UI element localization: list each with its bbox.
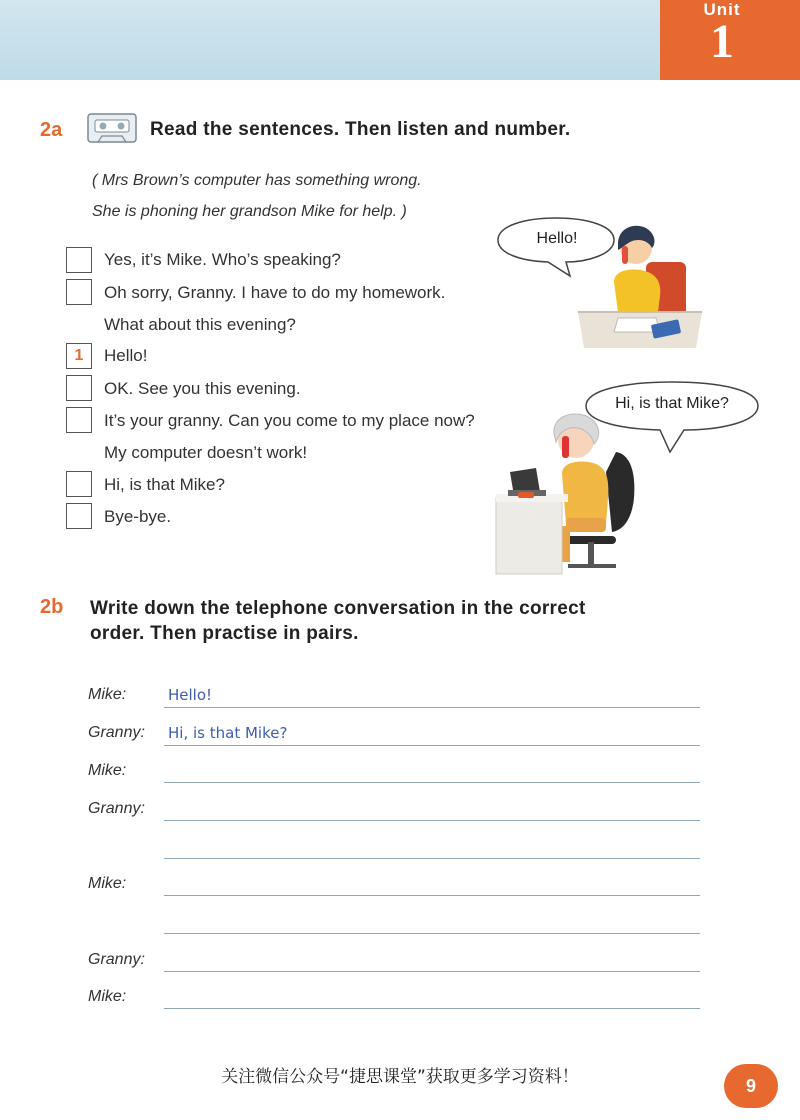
bubble-mike-text: Hello! bbox=[536, 230, 578, 247]
speaker-label: Granny: bbox=[88, 951, 145, 968]
section-2b-title-line-1: Write down the telephone conversation in the correct bbox=[90, 598, 586, 619]
intro-line-1: ( Mrs Brown’s computer has something wrong. bbox=[92, 172, 422, 189]
number-box[interactable] bbox=[66, 471, 92, 497]
number-box[interactable] bbox=[66, 375, 92, 401]
speaker-label: Mike: bbox=[88, 988, 127, 1005]
speaker-label: Mike: bbox=[88, 875, 127, 892]
answer-text[interactable]: Hello! bbox=[168, 686, 213, 704]
answer-line[interactable] bbox=[164, 971, 700, 972]
page-number: 9 bbox=[724, 1064, 778, 1108]
number-box[interactable] bbox=[66, 279, 92, 305]
section-2a-label: 2a bbox=[40, 119, 63, 141]
answer-line[interactable] bbox=[164, 858, 700, 859]
number-box[interactable] bbox=[66, 247, 92, 273]
sentence-text: My computer doesn’t work! bbox=[104, 443, 308, 462]
speaker-label: Granny: bbox=[88, 800, 145, 817]
footer-note: 关注微信公众号“捷思课堂”获取更多学习资料！ bbox=[221, 1067, 579, 1087]
cassette-tape-icon bbox=[86, 110, 138, 146]
number-box[interactable] bbox=[66, 503, 92, 529]
unit-number: 1 bbox=[710, 15, 734, 68]
answer-line[interactable] bbox=[164, 895, 700, 896]
unit-tab bbox=[660, 0, 800, 80]
granny-on-phone-illustration bbox=[496, 412, 646, 574]
bubble-granny-text: Hi, is that Mike? bbox=[615, 395, 729, 412]
section-2b-label: 2b bbox=[40, 596, 64, 618]
answer-line[interactable] bbox=[164, 933, 700, 934]
section-2a-title: Read the sentences. Then listen and number. bbox=[150, 119, 571, 140]
sentence-text: Hi, is that Mike? bbox=[104, 475, 225, 494]
speaker-label: Mike: bbox=[88, 686, 127, 703]
section-2b-title-line-2: order. Then practise in pairs. bbox=[90, 623, 359, 644]
sentence-text: OK. See you this evening. bbox=[104, 379, 301, 398]
sentence-text: What about this evening? bbox=[104, 315, 296, 334]
sentence-text: Bye-bye. bbox=[104, 507, 172, 526]
intro-line-2: She is phoning her grandson Mike for help. ) bbox=[92, 203, 407, 220]
answer-line[interactable] bbox=[164, 707, 700, 708]
speaker-label: Mike: bbox=[88, 762, 127, 779]
answer-line[interactable] bbox=[164, 1008, 700, 1009]
answer-line[interactable] bbox=[164, 820, 700, 821]
answer-line[interactable] bbox=[164, 782, 700, 783]
sentence-text: It’s your granny. Can you come to my place now? bbox=[104, 411, 475, 430]
boy-on-phone-illustration bbox=[578, 220, 702, 350]
answer-text[interactable]: Hi, is that Mike? bbox=[168, 724, 288, 742]
sentence-text: Hello! bbox=[104, 346, 148, 365]
unit-label: Unit bbox=[703, 0, 741, 19]
speaker-label: Granny: bbox=[88, 724, 145, 741]
top-color-band bbox=[0, 0, 660, 80]
sentence-text: Oh sorry, Granny. I have to do my homework. bbox=[104, 283, 446, 302]
sentence-text: Yes, it’s Mike. Who’s speaking? bbox=[104, 250, 341, 269]
answer-line[interactable] bbox=[164, 745, 700, 746]
number-box[interactable]: 1 bbox=[66, 343, 92, 369]
number-box[interactable] bbox=[66, 407, 92, 433]
